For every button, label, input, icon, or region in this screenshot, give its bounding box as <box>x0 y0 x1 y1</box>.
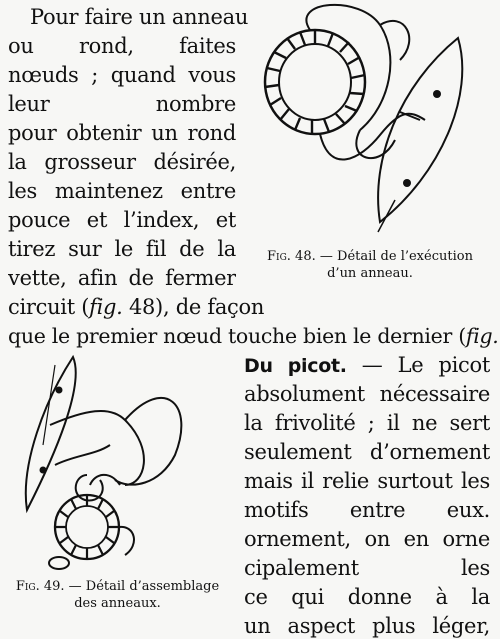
text-line: vette, afin de fermer <box>8 265 236 291</box>
text-line: la frivolité ; il ne sert <box>244 410 490 436</box>
caption-text: — Détail de l’exécution <box>316 249 473 264</box>
text-line <box>244 352 490 378</box>
caption-text: — Détail d’assemblage <box>65 579 220 594</box>
figure-49-caption <box>5 578 230 612</box>
text-line <box>8 294 264 320</box>
figure-49-illustration <box>15 345 215 570</box>
figure-48-illustration <box>250 0 490 240</box>
text-line: tirez sur le fil de la <box>8 236 236 262</box>
section-heading: Du picot. <box>244 355 347 377</box>
text-line: un aspect plus léger, <box>244 613 490 639</box>
text-line: Pour faire un anneau <box>30 4 248 30</box>
text-line: cipalement les <box>244 555 490 581</box>
text-line: mais il relie surtout les <box>244 468 490 494</box>
text-fragment: circuit ( <box>8 295 89 319</box>
caption-line: d’un anneau. <box>250 265 490 282</box>
text-line: seulement d’ornement <box>244 439 490 465</box>
text-fragment: que le premier nœud touche bien le dernier ( <box>8 324 466 348</box>
fig-reference: fig. <box>89 295 122 319</box>
text-line: ce qui donne à la <box>244 584 490 610</box>
text-fragment: — Le picot <box>244 353 490 378</box>
text-line: ornement, on en orne <box>244 526 490 552</box>
figure-label: Fig. 48. <box>267 249 316 264</box>
caption-line: des anneaux. <box>5 595 230 612</box>
figure-label: Fig. 49. <box>16 579 65 594</box>
text-line: pouce et l’index, et <box>8 207 236 233</box>
text-line: leur nombre <box>8 91 236 117</box>
text-line: la grosseur désirée, <box>8 149 236 175</box>
text-line: ou rond, faites <box>8 33 236 59</box>
figure-48-caption <box>250 248 490 282</box>
text-line: absolument nécessaire <box>244 381 490 407</box>
text-fragment: 48), de façon <box>123 295 265 319</box>
text-line: pour obtenir un rond <box>8 120 236 146</box>
caption-line <box>5 578 230 595</box>
text-line: motifs entre eux. <box>244 497 490 523</box>
text-line: les maintenez entre <box>8 178 236 204</box>
text-line: nœuds ; quand vous <box>8 62 236 88</box>
fig-reference: fig. <box>466 324 499 348</box>
caption-line <box>250 248 490 265</box>
